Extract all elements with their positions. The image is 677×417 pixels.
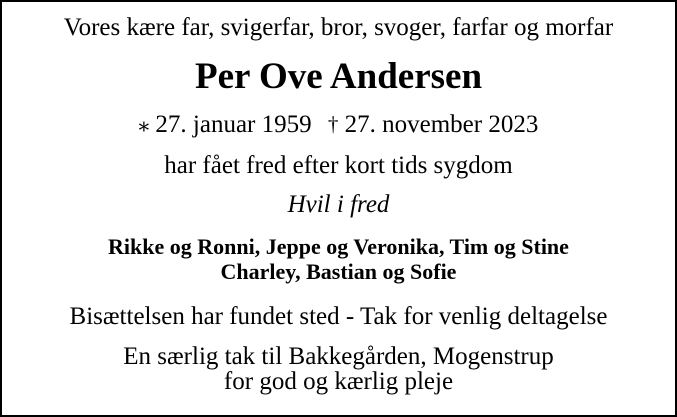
thanks-text xyxy=(2,344,675,394)
deceased-name: Per Ove Andersen xyxy=(194,56,483,97)
family-names-line-1: Rikke og Ronni, Jeppe og Veronika, Tim og Stine xyxy=(108,234,569,259)
thanks-line-1: En særlig tak til Bakkegården, Mogenstrup xyxy=(123,343,554,370)
family-names-line-2: Charley, Bastian og Sofie xyxy=(220,259,457,284)
birth-date: 27. januar 1959 xyxy=(155,111,312,138)
death-cross-icon: † xyxy=(327,112,339,136)
thanks-line-2: for god og kærlig pleje xyxy=(223,368,454,395)
family-names xyxy=(2,234,675,284)
life-dates xyxy=(2,112,675,137)
intro-text: Vores kære far, svigerfar, bror, svoger, farfar og morfar xyxy=(63,14,614,41)
death-date: 27. november 2023 xyxy=(344,111,539,138)
cremation-text: Bisættelsen har fundet sted - Tak for venlig deltagelse xyxy=(69,303,608,330)
rest-in-peace-text: Hvil i fred xyxy=(287,191,390,218)
peace-text: har fået fred efter kort tids sygdom xyxy=(164,152,513,179)
birth-star-icon: ⁎ xyxy=(138,112,150,136)
